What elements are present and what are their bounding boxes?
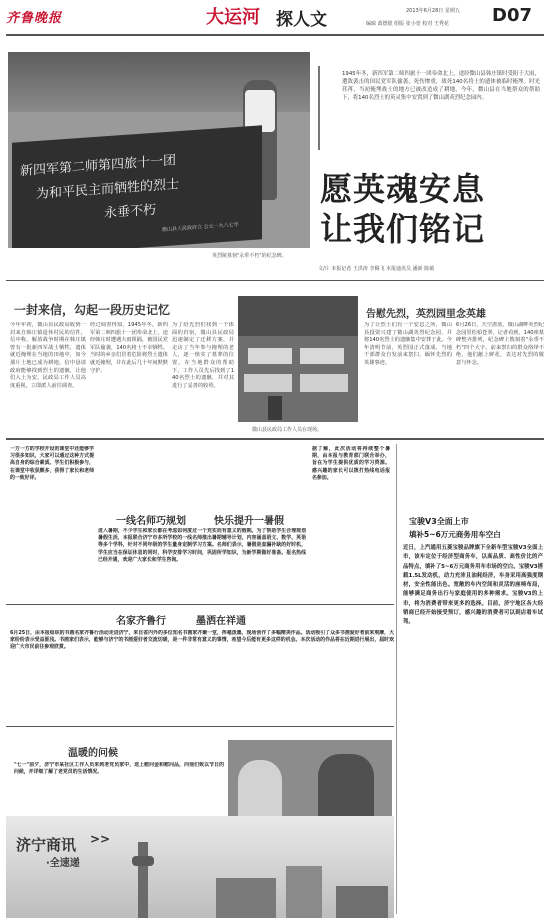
section3-body: 6月25日，由本报组织的书画名家齐鲁行活动走进济宁，来自省内外的多位知名书画家齐聚一堂，挥毫泼墨，现场创作了多幅精美作品。活动吸引了众多书画爱好者前来观摩，大家纷纷表示受益匪浅。书画家们表示，能够与济宁的书画爱好者交流切磋，是一件非常有意义的事情，希望今后能有更多这样的机会。本次活动的作品将在近期进行展出，届时欢迎广大市民前往参观欣赏。 bbox=[10, 630, 394, 651]
worker-figure bbox=[268, 396, 282, 420]
column-title: 探人文 bbox=[276, 10, 327, 30]
tomb-3 bbox=[244, 374, 292, 392]
car-ad-headline-2: 填补5~6万元商务用车空白 bbox=[409, 530, 501, 539]
headline-line-1: 愿英魂安息 bbox=[320, 170, 486, 208]
headline-line-2: 让我们铭记 bbox=[320, 210, 486, 248]
car-ad-headline-1: 宝骏V3全面上市 bbox=[409, 517, 469, 526]
section-rule-4 bbox=[6, 726, 394, 727]
byline: 文/片 本报记者 王洪涛 李腾飞 本报通讯员 潘新 陈敏 bbox=[318, 266, 435, 272]
news-bar bbox=[6, 816, 394, 918]
section-rule-3 bbox=[6, 604, 394, 605]
tomb-1 bbox=[248, 348, 292, 364]
tomb-2 bbox=[300, 348, 344, 364]
building-1 bbox=[216, 878, 276, 918]
news-bar-title: 济宁商讯 bbox=[16, 836, 77, 854]
tomb-4 bbox=[300, 374, 348, 392]
section2-right-col: 据了解，此次活动将持续整个暑期，由本报与教育部门联合举办，旨在为学生提供优质的学习资源。感兴趣的家长可以拨打热线电话报名参加。 bbox=[312, 446, 390, 481]
story-a-col-3: 为了给先烈们找到一个体面的归宿，微山县民政局迅速制定了迁移方案，并走访了当年参与掩埋的老人，逐一核实了墓葬的位置。在当地群众的帮助下，工作人员先后找到了140名烈士的遗骸，并对其进行了妥善的收殓。 bbox=[172, 322, 234, 389]
issue-date: 2013年6月28日 星期五 bbox=[406, 8, 460, 14]
story-b-heading: 告慰先烈，英烈园里念英雄 bbox=[366, 309, 486, 320]
intro-text: 1945年冬，新四军第二师四旅十一团奉命北上，途经微山县韩庄镇时受阻于大雨，遭敌袭击的国民党军队偷袭，死伤惨重，战死140名将士的遗体被临时掩埋。时光荏苒，当初掩埋战士的地方已被改造成了耕地，今年，微山县在当地帮众的帮助下，将140名烈士的英灵集中安置到了微山湖英烈纪念园内。 bbox=[342, 71, 540, 101]
news-bar-subtitle: ·全速递 bbox=[46, 858, 80, 869]
tower-deck bbox=[132, 856, 154, 866]
memorial-stone bbox=[12, 125, 262, 248]
section2-headline-2: 快乐提升一暑假 bbox=[214, 516, 284, 527]
paper-name: 齐鲁晚报 bbox=[6, 11, 63, 26]
intro-box bbox=[318, 66, 544, 150]
section2-body: 进入暑期，不少学生和家长都在考虑如何度过一个充实而有意义的假期。为了帮助学生合理规划暑假生活，本报联合济宁市多所学校的一线名师推出暑期辅导计划，内容涵盖语文、数学、英语等多个学科，针对不同年级的学生量身定制学习方案。名师们表示，暑假是查漏补缺的好时机，学生应当在保证休息的同时，科学安排学习时间，巩固所学知识，为新学期做好准备。报名热线已经开通，欢迎广大家长和学生咨询。 bbox=[98, 528, 306, 563]
lead-photo bbox=[8, 52, 310, 248]
page-number: D07 bbox=[492, 5, 532, 26]
story-b-col-2: 6月26日，天空湛蓝，微山湖畔英烈纪念园里松柏苍翠。记者看到，140座墓碑整齐排列，纪念碑上镌刻着"永垂不朽"四个大字。前来祭扫的群众络绎不绝，他们献上鲜花，表达对先烈的敬意与怀念。 bbox=[456, 322, 544, 366]
editors-line: 编辑 葛德银 组版 张小宽 校对 王秀花 bbox=[366, 21, 449, 27]
cemetery-photo bbox=[238, 296, 358, 422]
tv-tower bbox=[138, 842, 148, 918]
stone-inscription-2: 为和平民主而牺牲的烈士 bbox=[36, 177, 180, 203]
section4-body: "七一"前夕，济宁市某社区工作人员来到老党员家中，送上慰问金和慰问品，向他们致以节日的问候，并详细了解了老党员的生活情况。 bbox=[14, 762, 224, 776]
section2-headline-1: 一线名师巧规划 bbox=[116, 516, 186, 527]
news-bar-arrows: >> bbox=[90, 832, 111, 846]
story-a-photo-caption: 微山县民政局工作人员在现场。 bbox=[252, 427, 323, 433]
story-b-col-1: 为了让烈士们有一个安息之所，微山县投资兴建了微山湖英烈纪念园，并将140名烈士的遗骸集中安葬于此。今年清明节前，英烈园正式落成，当地干部群众自发前来祭扫，缅怀先烈的英雄事迹。 bbox=[364, 322, 452, 366]
section2-intro: 一方一方的学校开设的课堂中还能够学习很多知识，大家可以通过这种方式提高自身的综合素质。学生们积极参与，在课堂中收获颇多，获得了家长和老师的一致好评。 bbox=[10, 446, 94, 481]
cemetery-trees bbox=[238, 296, 358, 336]
story-a-col-1: 今年年初，微山县民政局收到一封来自韩庄镇退休村民的信件，信中称，解放战争时期在韩庄镇曾有一批新四军战士牺牲，遗体就近掩埋在当地的田地中，如今那片土地已成为耕地。信中恳请政府能够找到烈士的遗骸，让他们入土为安。民政局工作人员高度重视，立即派人前往调查。 bbox=[10, 322, 86, 389]
building-2 bbox=[286, 866, 322, 918]
column-prefix: 大运河 bbox=[206, 7, 260, 28]
section3-headline-2: 墨洒在祥通 bbox=[196, 616, 246, 627]
lead-photo-caption: 英烈陵墓刻"永垂不朽"的纪念碑。 bbox=[212, 253, 287, 259]
stone-inscription-3: 永垂不朽 bbox=[104, 202, 157, 222]
building-3 bbox=[336, 886, 388, 918]
stone-small-text: 微山县人民政府立 公元一九八七年 bbox=[162, 221, 239, 234]
stone-inscription-1: 新四军第二师第四旅十一团 bbox=[20, 153, 177, 180]
car-ad-column bbox=[396, 444, 546, 914]
section-rule-2 bbox=[6, 438, 544, 440]
story-a-heading: 一封来信，勾起一段历史记忆 bbox=[14, 303, 171, 317]
masthead-rule bbox=[6, 34, 544, 36]
section4-headline: 温暖的问候 bbox=[68, 748, 118, 759]
section3-headline-1: 名家齐鲁行 bbox=[116, 616, 166, 627]
story-a-col-2: 经过调查得知，1945年冬，新四军第二师四旅十一团奉命北上，途经韩庄时遭遇大雨阻隔，被国民党军队偷袭，140名将士不幸牺牲。当时的乡亲们冒着危险将烈士遗体就近掩埋，并在此后几十年间默默守护。 bbox=[90, 322, 168, 374]
section-rule-1 bbox=[6, 280, 544, 281]
masthead bbox=[6, 3, 546, 33]
car-ad-body: 近日，上汽通用五菱宝骏品牌旗下全新车型宝骏V3全面上市，该车定位于经济型商务车，以高品质、高性价比的产品特点，填补了5~6万元商务用车市场的空白。宝骏V3搭载1.5L发动机，动力充沛且油耗经济，车身采用高强度钢材，安全性能出色。宽敞的车内空间和灵活的座椅布局，能够满足商务出行与家庭使用的多种需求。宝骏V3的上市，将为消费者带来更多的选择。目前，济宁地区各大经销商已经开始接受预订，感兴趣的消费者可以到店看车试驾。 bbox=[403, 545, 543, 626]
